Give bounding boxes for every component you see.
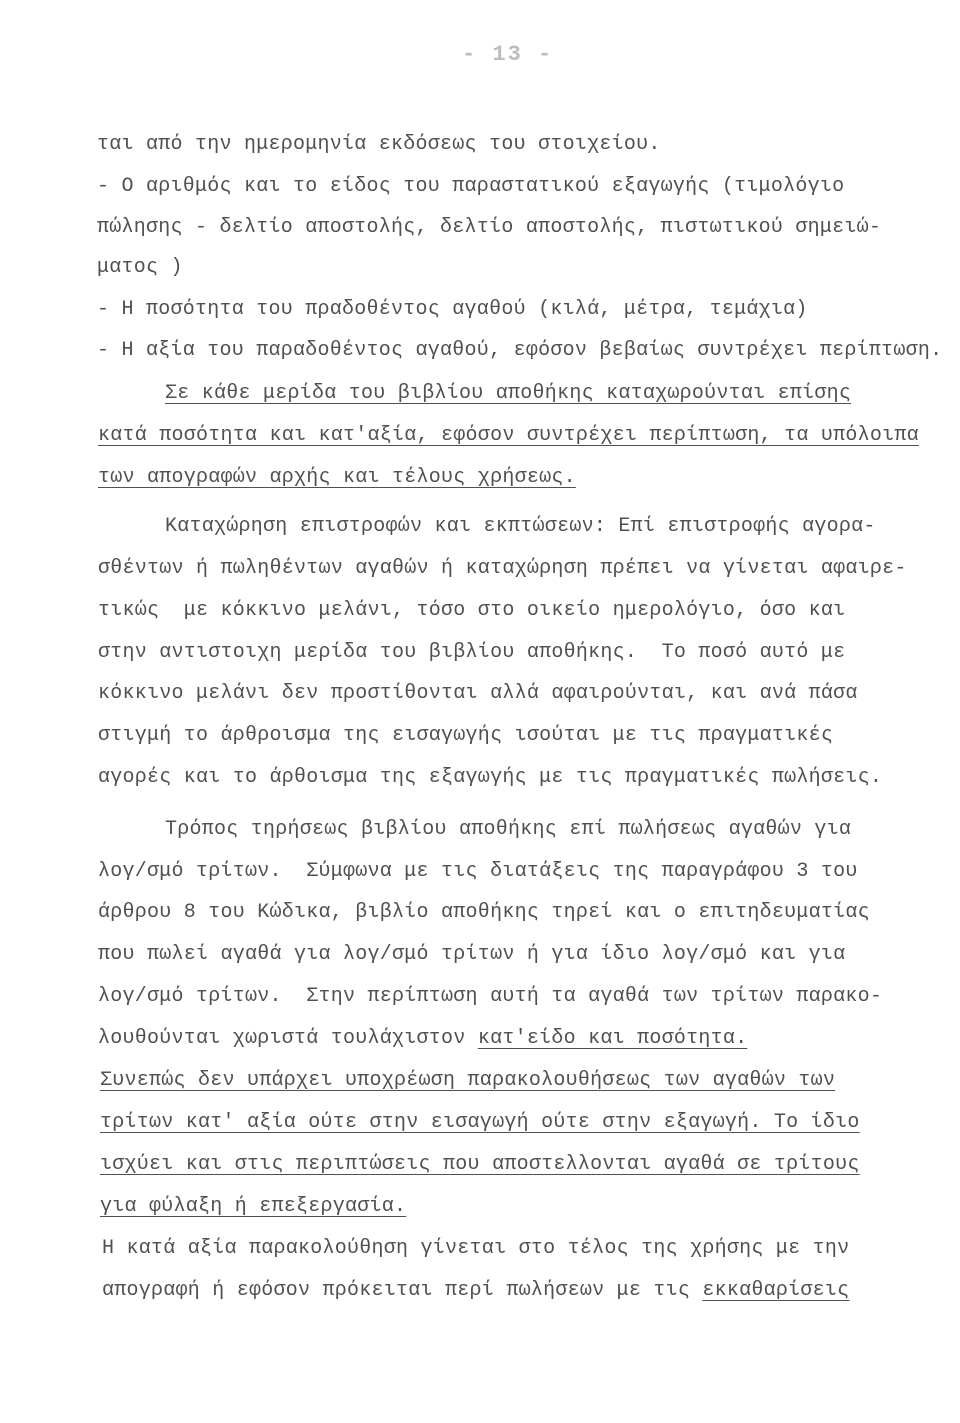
underlined-text-line: κατά ποσότητα και κατ'αξία, εφόσον συντρέχει περίπτωση, τα υπόλοιπα xyxy=(98,424,919,447)
text-line: τικώς με κόκκινο μελάνι, τόσο στο οικείο ημερολόγιο, όσο και xyxy=(98,599,846,622)
text-line: λογ/σμό τρίτων. Στην περίπτωση αυτή τα αγαθά των τρίτων παρακο- xyxy=(98,985,883,1008)
text-line: - Η ποσότητα του πραδοθέντος αγαθού (κιλά, μέτρα, τεμάχια) xyxy=(97,298,808,321)
text-line: που πωλεί αγαθά για λογ/σμό τρίτων ή για ίδιο λογ/σμό και για xyxy=(98,943,846,966)
text-line: κόκκινο μελάνι δεν προστίθονται αλλά αφαιρούνται, και ανά πάσα xyxy=(98,682,858,705)
underlined-text-line: για φύλαξη ή επεξεργασία. xyxy=(100,1195,407,1218)
text-line: άρθρου 8 του Κώδικα, βιβλίο αποθήκης τηρεί και ο επιτηδευματίας xyxy=(98,901,870,924)
text-segment: απογραφή ή εφόσον πρόκειται περί πωλήσεων με τις xyxy=(102,1279,703,1302)
text-line: αγορές και το άρθοισμα της εξαγωγής με τις πραγματικές πωλήσεις. xyxy=(98,766,883,789)
text-line: πώλησης - δελτίο αποστολής, δελτίο αποστολής, πιστωτικού σημειώ- xyxy=(97,216,882,239)
text-line: στιγμή το άρθροισμα της εισαγωγής ισούται με τις πραγματικές xyxy=(98,724,834,747)
text-line: - Η αξία του παραδοθέντος αγαθού, εφόσον βεβαίως συντρέχει περίπτωση. xyxy=(97,339,943,362)
text-line: - Ο αριθμός και το είδος του παραστατικού εξαγωγής (τιμολόγιο xyxy=(97,175,845,198)
text-line xyxy=(102,1278,849,1304)
text-line: Καταχώρηση επιστροφών και εκπτώσεων: Επί επιστροφής αγορα- xyxy=(165,515,876,538)
underlined-text-line: τρίτων κατ' αξία ούτε στην εισαγωγή ούτε στην εξαγωγή. Το ίδιο xyxy=(100,1111,860,1134)
text-line: ται από την ημερομηνία εκδόσεως του στοιχείου. xyxy=(97,133,661,156)
underlined-text-line: Συνεπώς δεν υπάρχει υποχρέωση παρακολουθήσεως των αγαθών των xyxy=(100,1069,836,1092)
text-line: Η κατά αξία παρακολούθηση γίνεται στο τέλος της χρήσης με την xyxy=(102,1237,850,1260)
text-line: στην αντιστοιχη μερίδα του βιβλίου αποθήκης. Το ποσό αυτό με xyxy=(98,641,846,664)
underlined-text-segment: εκκαθαρίσεις xyxy=(702,1279,850,1302)
text-line xyxy=(98,1026,747,1052)
underlined-text-segment: κατ'είδο και ποσότητα. xyxy=(477,1027,748,1050)
underlined-text-line: των απογραφών αρχής και τέλους χρήσεως. xyxy=(98,466,576,489)
text-line: σθέντων ή πωληθέντων αγαθών ή καταχώρηση πρέπει να γίνεται αφαιρε- xyxy=(98,557,907,580)
page-number: - 13 - xyxy=(462,42,554,67)
text-line: λογ/σμό τρίτων. Σύμφωνα με τις διατάξεις της παραγράφου 3 του xyxy=(98,860,858,883)
text-segment: λουθούνται χωριστά τουλάχιστον xyxy=(98,1027,478,1050)
text-line: ματος ) xyxy=(97,256,183,279)
underlined-text-line: Σε κάθε μερίδα του βιβλίου αποθήκης καταχωρούνται επίσης xyxy=(165,382,852,405)
text-line: Τρόπος τηρήσεως βιβλίου αποθήκης επί πωλήσεως αγαθών για xyxy=(165,818,852,841)
underlined-text-line: ισχύει και στις περιπτώσεις που αποστελλονται αγαθά σε τρίτους xyxy=(100,1153,860,1176)
